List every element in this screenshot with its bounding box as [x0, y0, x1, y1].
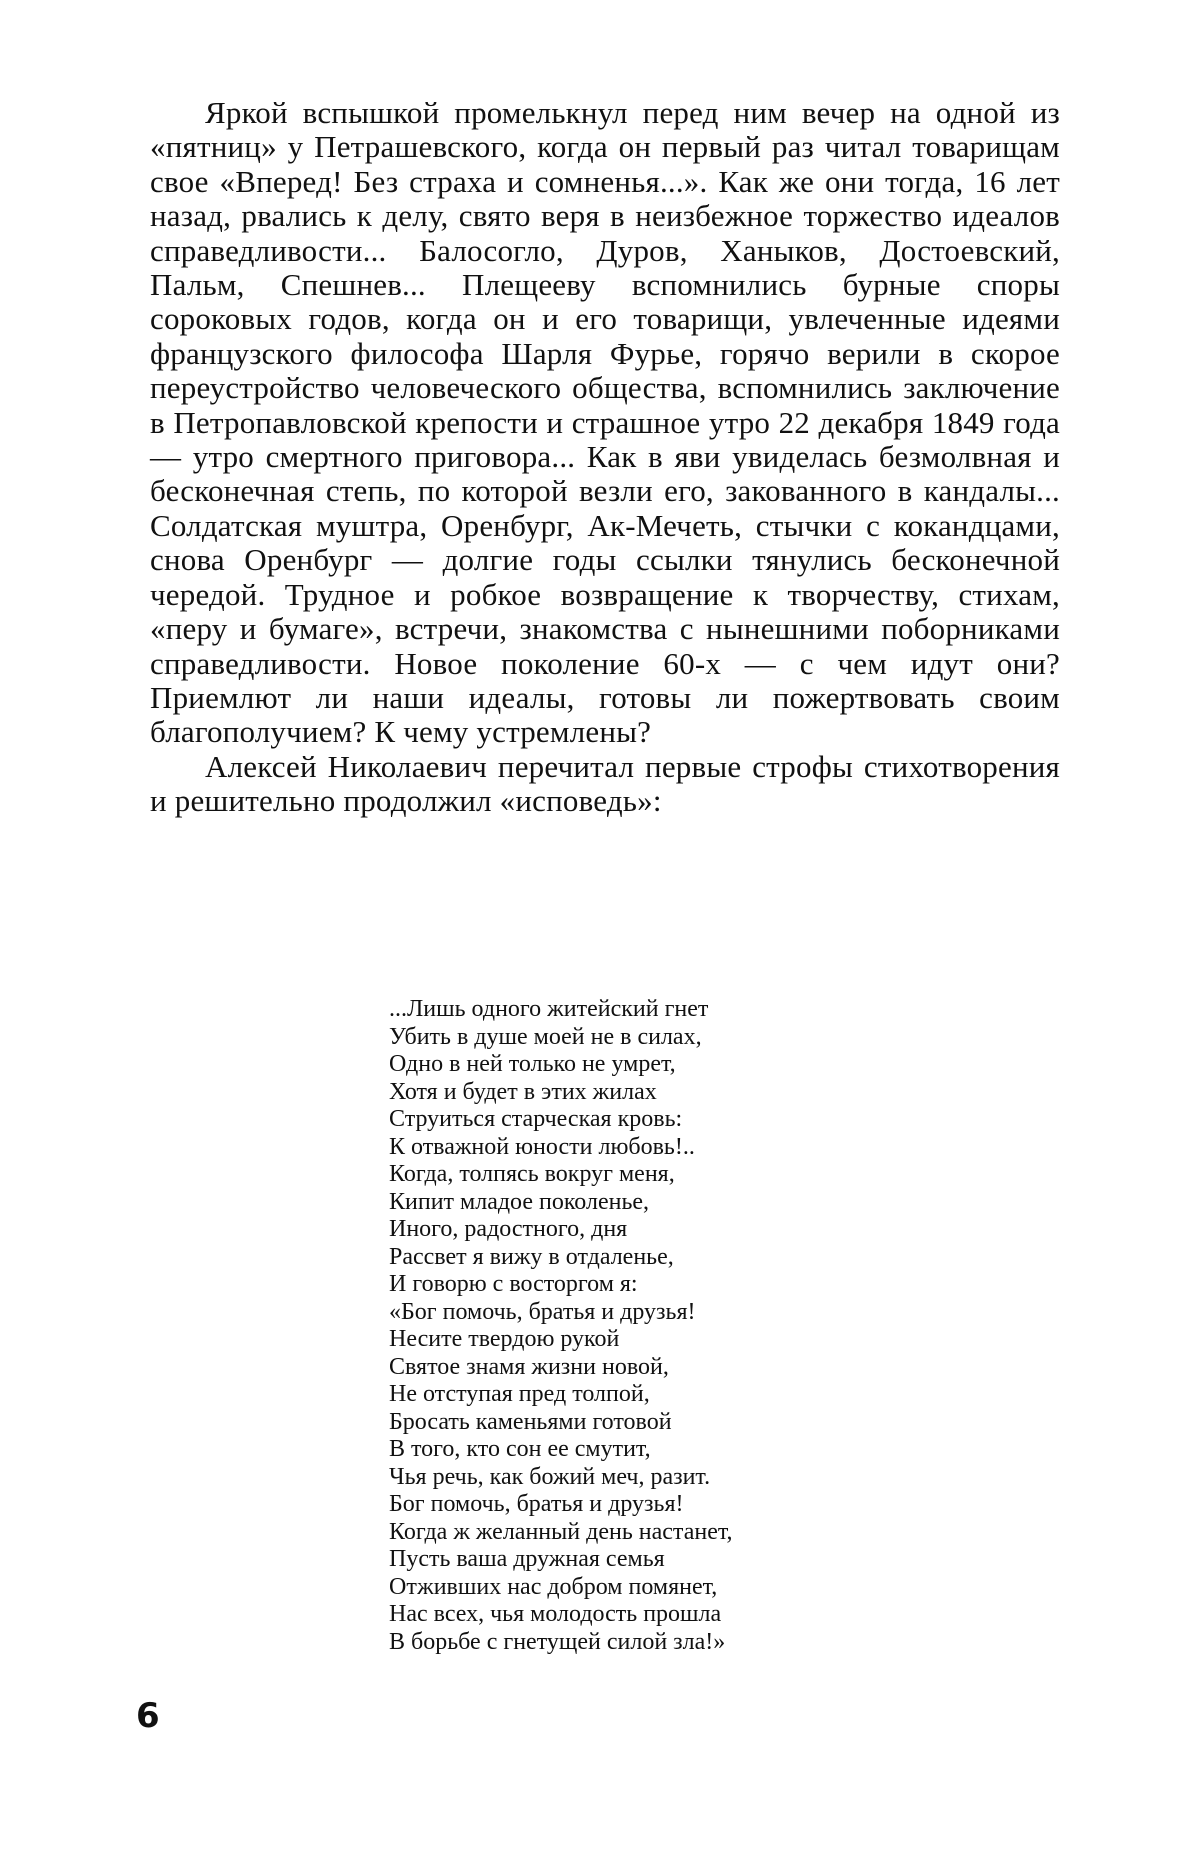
poem-line-20: Когда ж желанный день настанет,: [389, 1518, 733, 1545]
poem-line-6: К отважной юности любовь!..: [389, 1133, 695, 1160]
poem-line-7: Когда, толпясь вокруг меня,: [389, 1161, 675, 1187]
poem-line-13: Несите твердою рукой: [389, 1326, 620, 1352]
poem-line-24: В борьбе с гнетущей силой зла!»: [389, 1628, 726, 1655]
poem-line-18: Чья речь, как божий меч, разит.: [389, 1463, 711, 1490]
poem-line-15: Не отступая пред толпой,: [389, 1381, 650, 1407]
poem-line-8: Кипит младое поколенье,: [389, 1188, 650, 1215]
poem-line-14: Святое знамя жизни новой,: [389, 1353, 669, 1380]
poem-line-22: Отживших нас добром помянет,: [389, 1573, 718, 1600]
poem-line-5: Струиться старческая кровь:: [389, 1106, 683, 1132]
poem-line-4: Хотя и будет в этих жилах: [389, 1078, 657, 1105]
poem-line-9: Иного, радостного, дня: [389, 1216, 628, 1242]
poem-line-12: «Бог помочь, братья и друзья!: [389, 1298, 696, 1325]
poem-excerpt: [389, 996, 889, 1656]
paragraph-2: Алексей Николаевич перечитал первые строфы стихотворения и решительно продолжил «исповедь»:: [150, 748, 1060, 819]
poem-line-23: Нас всех, чья молодость прошла: [389, 1601, 722, 1627]
poem-line-10: Рассвет я вижу в отдаленье,: [389, 1243, 674, 1270]
poem-line-11: И говорю с восторгом я:: [389, 1271, 638, 1297]
poem-line-3: Одно в ней только не умрет,: [389, 1051, 676, 1077]
poem-line-1: ...Лишь одного житейский гнет: [389, 996, 709, 1022]
poem-line-19: Бог помочь, братья и друзья!: [389, 1491, 684, 1517]
poem-line-2: Убить в душе моей не в силах,: [389, 1023, 702, 1050]
prose-text: [150, 96, 1060, 819]
poem-line-17: В того, кто сон ее смутит,: [389, 1436, 651, 1462]
poem-line-16: Бросать каменьями готовой: [389, 1408, 672, 1435]
page-number: 6: [136, 1696, 160, 1736]
paragraph-1: Яркой вспышкой промелькнул перед ним вечер на одной из «пятниц» у Петрашевского, когда он первый раз читал товарищам свое «Вперед! Без страха и сомненья...». Как же они тогда, 16 лет назад, рвались к делу, свято веря в неизбежное торжество идеалов справедливости... Балосогло, Дуров, Ханыков, Достоевский, Пальм, Спешнев... Плещееву вспомнились бурные споры сороковых годов, когда он и его товарищи, увлеченные идеями французского философа Шарля Фурье, горячо верили в скорое переустройство человеческого общества, вспомнились заключение в Петропавловской крепости и страшное утро 22 декабря 1849 года — утро смертного приговора... Как в яви увиделась безмолвная и бесконечная степь, по которой везли его, закованного в кандалы... Солдатская муштра, Оренбург, Ак-Мечеть, стычки с кокандцами, снова Оренбург — долгие годы ссылки тянулись бесконечной чередой. Трудное и робкое возвращение к творчеству, стихам, «перу и бумаге», встречи, знакомства с нынешними поборниками справедливости. Новое поколение 60-х — с чем идут они? Приемлют ли наши идеалы, готовы ли пожертвовать своим благополучием? К чему устремлены?: [150, 95, 1060, 750]
poem-line-21: Пусть ваша дружная семья: [389, 1546, 665, 1572]
